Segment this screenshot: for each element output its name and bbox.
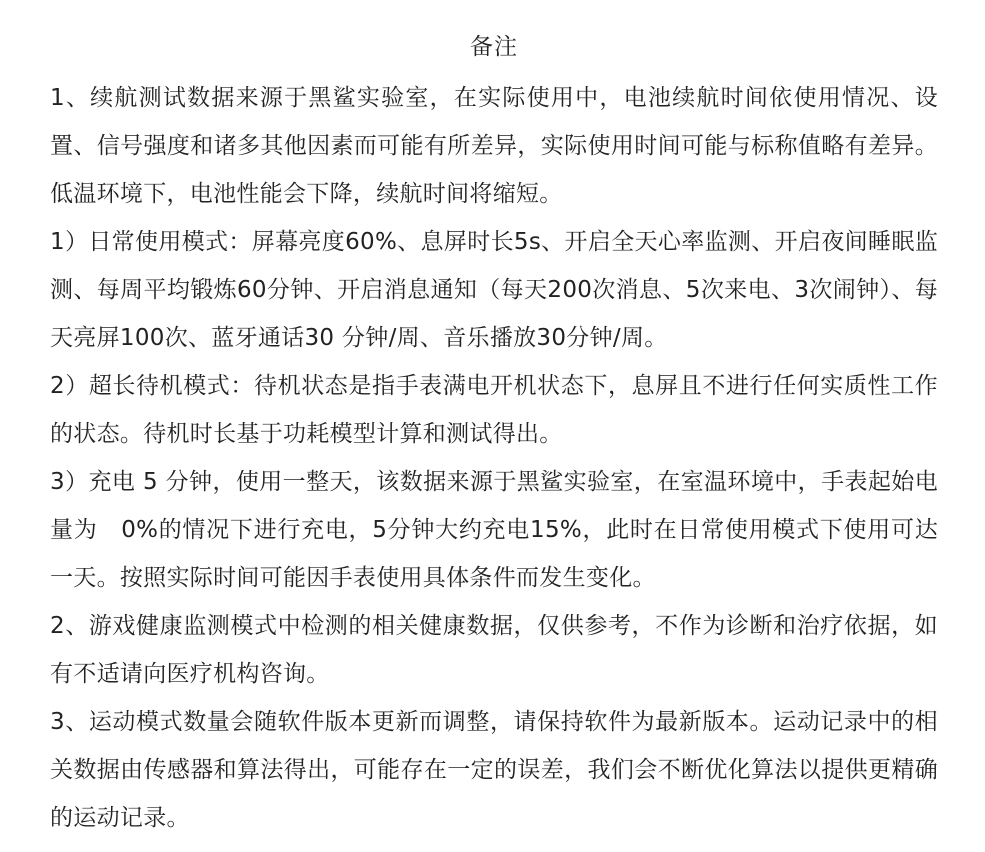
note-paragraph-1: 1、续航测试数据来源于黑鲨实验室，在实际使用中，电池续航时间依使用情况、设置、信号强度和诸多其他因素而可能有所差异，实际使用时间可能与标称值略有差异。低温环境下，电池性能会下降，续航时间将缩短。 <box>50 85 938 207</box>
note-paragraph-2: 2、游戏健康监测模式中检测的相关健康数据，仅供参考，不作为诊断和治疗依据，如有不适请向医疗机构咨询。 <box>50 613 938 687</box>
page-title: 备注 <box>470 34 518 60</box>
note-paragraph-1-1: 1）日常使用模式：屏幕亮度60%、息屏时长5s、开启全天心率监测、开启夜间睡眠监测、每周平均锻炼60分钟、开启消息通知（每天200次消息、5次来电、3次闹钟）、每天亮屏100次、蓝牙通话30 分钟/周、音乐播放30分钟/周。 <box>50 229 938 351</box>
note-paragraph-1-2: 2）超长待机模式：待机状态是指手表满电开机状态下，息屏且不进行任何实质性工作的状态。待机时长基于功耗模型计算和测试得出。 <box>50 373 938 447</box>
notes-document <box>50 26 938 842</box>
note-paragraph-1-3: 3）充电 5 分钟，使用一整天，该数据来源于黑鲨实验室，在室温环境中，手表起始电量为 0%的情况下进行充电，5分钟大约充电15%，此时在日常使用模式下使用可达一天。按照实际时间可能因手表使用具体条件而发生变化。 <box>50 469 938 591</box>
note-paragraph-3: 3、运动模式数量会随软件版本更新而调整，请保持软件为最新版本。运动记录中的相关数据由传感器和算法得出，可能存在一定的误差，我们会不断优化算法以提供更精确的运动记录。 <box>50 709 938 831</box>
